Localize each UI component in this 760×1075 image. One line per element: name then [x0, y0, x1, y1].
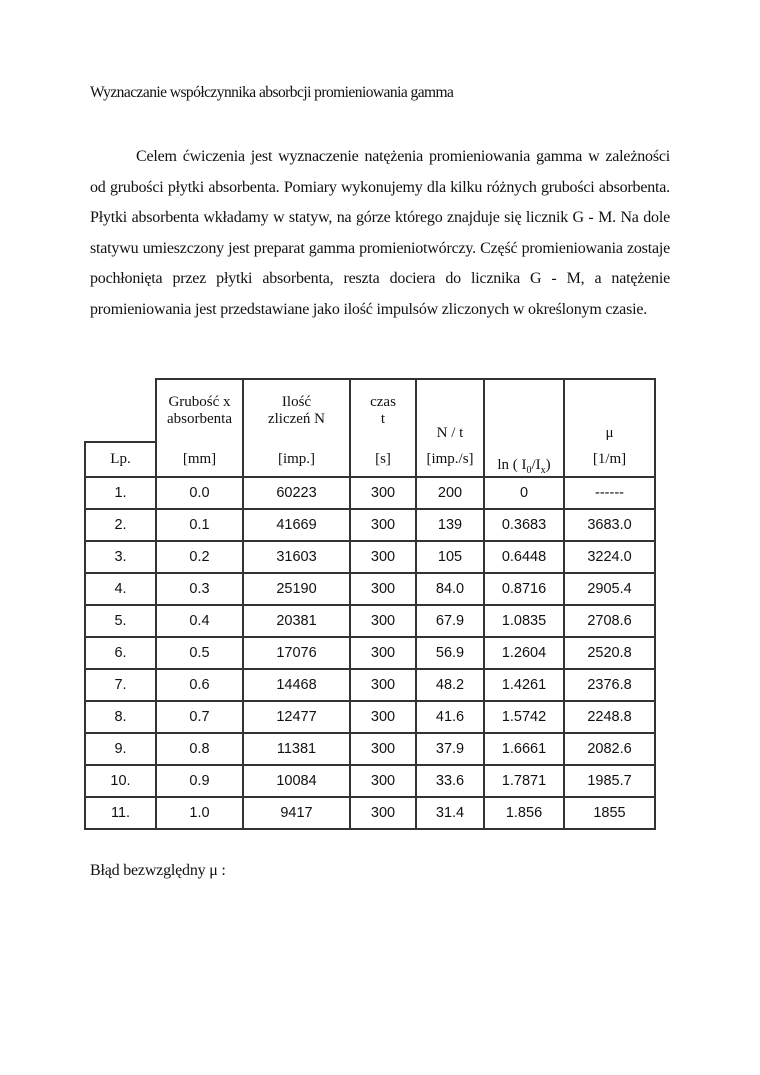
cell-mu: 2905.4	[564, 573, 655, 605]
cell-ln: 1.4261	[484, 669, 564, 701]
cell-count: 60223	[243, 477, 350, 509]
cell-time: 300	[350, 733, 416, 765]
header-blank-cell-2	[85, 411, 156, 442]
cell-rate: 37.9	[416, 733, 484, 765]
cell-time: 300	[350, 701, 416, 733]
cell-lp: 3.	[85, 541, 156, 573]
cell-lp: 1.	[85, 477, 156, 509]
cell-lp: 9.	[85, 733, 156, 765]
unit-mu: [1/m]	[564, 442, 655, 477]
header-row-1	[85, 379, 655, 411]
cell-thickness: 0.1	[156, 509, 243, 541]
cell-time: 300	[350, 573, 416, 605]
cell-lp: 6.	[85, 637, 156, 669]
header-thickness-2: absorbenta	[156, 411, 243, 442]
cell-thickness: 1.0	[156, 797, 243, 829]
cell-time: 300	[350, 797, 416, 829]
cell-thickness: 0.4	[156, 605, 243, 637]
cell-thickness: 0.3	[156, 573, 243, 605]
table-row	[85, 765, 655, 797]
table-row	[85, 477, 655, 509]
cell-mu: 2376.8	[564, 669, 655, 701]
measurement-table	[84, 378, 656, 830]
cell-thickness: 0.0	[156, 477, 243, 509]
cell-time: 300	[350, 637, 416, 669]
table-row	[85, 573, 655, 605]
header-mu: μ	[564, 379, 655, 442]
cell-mu: 1985.7	[564, 765, 655, 797]
cell-count: 25190	[243, 573, 350, 605]
cell-rate: 41.6	[416, 701, 484, 733]
cell-count: 10084	[243, 765, 350, 797]
cell-count: 14468	[243, 669, 350, 701]
unit-lp: Lp.	[85, 442, 156, 477]
cell-ln: 0.8716	[484, 573, 564, 605]
cell-rate: 84.0	[416, 573, 484, 605]
header-rate: N / t	[416, 379, 484, 442]
cell-count: 11381	[243, 733, 350, 765]
cell-count: 20381	[243, 605, 350, 637]
cell-time: 300	[350, 541, 416, 573]
cell-mu: 1855	[564, 797, 655, 829]
cell-ln: 1.0835	[484, 605, 564, 637]
cell-rate: 31.4	[416, 797, 484, 829]
table-row	[85, 541, 655, 573]
cell-ln: 0	[484, 477, 564, 509]
cell-rate: 33.6	[416, 765, 484, 797]
header-count: Ilość	[243, 379, 350, 411]
unit-rate: [imp./s]	[416, 442, 484, 477]
cell-ln: 0.6448	[484, 541, 564, 573]
cell-time: 300	[350, 765, 416, 797]
cell-time: 300	[350, 509, 416, 541]
cell-rate: 48.2	[416, 669, 484, 701]
cell-time: 300	[350, 477, 416, 509]
table-row	[85, 637, 655, 669]
document-title: Wyznaczanie współczynnika absorbcji promieniowania gamma	[90, 84, 454, 101]
table-row	[85, 605, 655, 637]
header-blank-cell	[85, 379, 156, 411]
cell-mu: 3224.0	[564, 541, 655, 573]
cell-thickness: 0.8	[156, 733, 243, 765]
cell-lp: 7.	[85, 669, 156, 701]
cell-count: 31603	[243, 541, 350, 573]
cell-thickness: 0.6	[156, 669, 243, 701]
cell-count: 12477	[243, 701, 350, 733]
cell-lp: 2.	[85, 509, 156, 541]
cell-time: 300	[350, 605, 416, 637]
table-row	[85, 797, 655, 829]
cell-lp: 11.	[85, 797, 156, 829]
cell-thickness: 0.9	[156, 765, 243, 797]
table-row	[85, 701, 655, 733]
cell-ln: 1.856	[484, 797, 564, 829]
cell-mu: 2520.8	[564, 637, 655, 669]
cell-mu: 2082.6	[564, 733, 655, 765]
units-row	[85, 442, 655, 477]
header-time: czas	[350, 379, 416, 411]
cell-mu: ------	[564, 477, 655, 509]
cell-thickness: 0.5	[156, 637, 243, 669]
cell-rate: 200	[416, 477, 484, 509]
unit-count: [imp.]	[243, 442, 350, 477]
absolute-error-label: Błąd bezwzględny μ :	[90, 862, 226, 879]
unit-time: [s]	[350, 442, 416, 477]
header-count-2: zliczeń N	[243, 411, 350, 442]
cell-thickness: 0.7	[156, 701, 243, 733]
cell-lp: 5.	[85, 605, 156, 637]
cell-mu: 2248.8	[564, 701, 655, 733]
cell-ln: 0.3683	[484, 509, 564, 541]
description-paragraph: Celem ćwiczenia jest wyznaczenie natężenia promieniowania gamma w zależności od grubości płytki absorbenta. Pomiary wykonujemy dla kilku różnych grubości absorbenta. Płytki absorbenta wkładamy w statyw, na górze którego znajduje się licznik G - M. Na dole statywu umieszczony jest preparat gamma promieniotwórczy. Część promieniowania zostaje pochłonięta przez płytki absorbenta, reszta dociera do licznika G - M, a natężenie promieniowania jest przedstawiane jako ilość impulsów zliczonych w określonym czasie.	[90, 148, 670, 318]
cell-mu: 2708.6	[564, 605, 655, 637]
table-row	[85, 509, 655, 541]
cell-count: 9417	[243, 797, 350, 829]
cell-rate: 105	[416, 541, 484, 573]
cell-rate: 139	[416, 509, 484, 541]
table-row	[85, 733, 655, 765]
cell-ln: 1.7871	[484, 765, 564, 797]
cell-rate: 67.9	[416, 605, 484, 637]
cell-rate: 56.9	[416, 637, 484, 669]
cell-ln: 1.2604	[484, 637, 564, 669]
cell-time: 300	[350, 669, 416, 701]
cell-thickness: 0.2	[156, 541, 243, 573]
header-ln: ln ( $I_0/I_x$)	[484, 379, 564, 477]
cell-lp: 8.	[85, 701, 156, 733]
cell-ln: 1.6661	[484, 733, 564, 765]
cell-count: 41669	[243, 509, 350, 541]
cell-lp: 10.	[85, 765, 156, 797]
unit-thickness: [mm]	[156, 442, 243, 477]
header-time-2: t	[350, 411, 416, 442]
table-row	[85, 669, 655, 701]
cell-mu: 3683.0	[564, 509, 655, 541]
cell-count: 17076	[243, 637, 350, 669]
header-thickness: Grubość x	[156, 379, 243, 411]
cell-ln: 1.5742	[484, 701, 564, 733]
cell-lp: 4.	[85, 573, 156, 605]
